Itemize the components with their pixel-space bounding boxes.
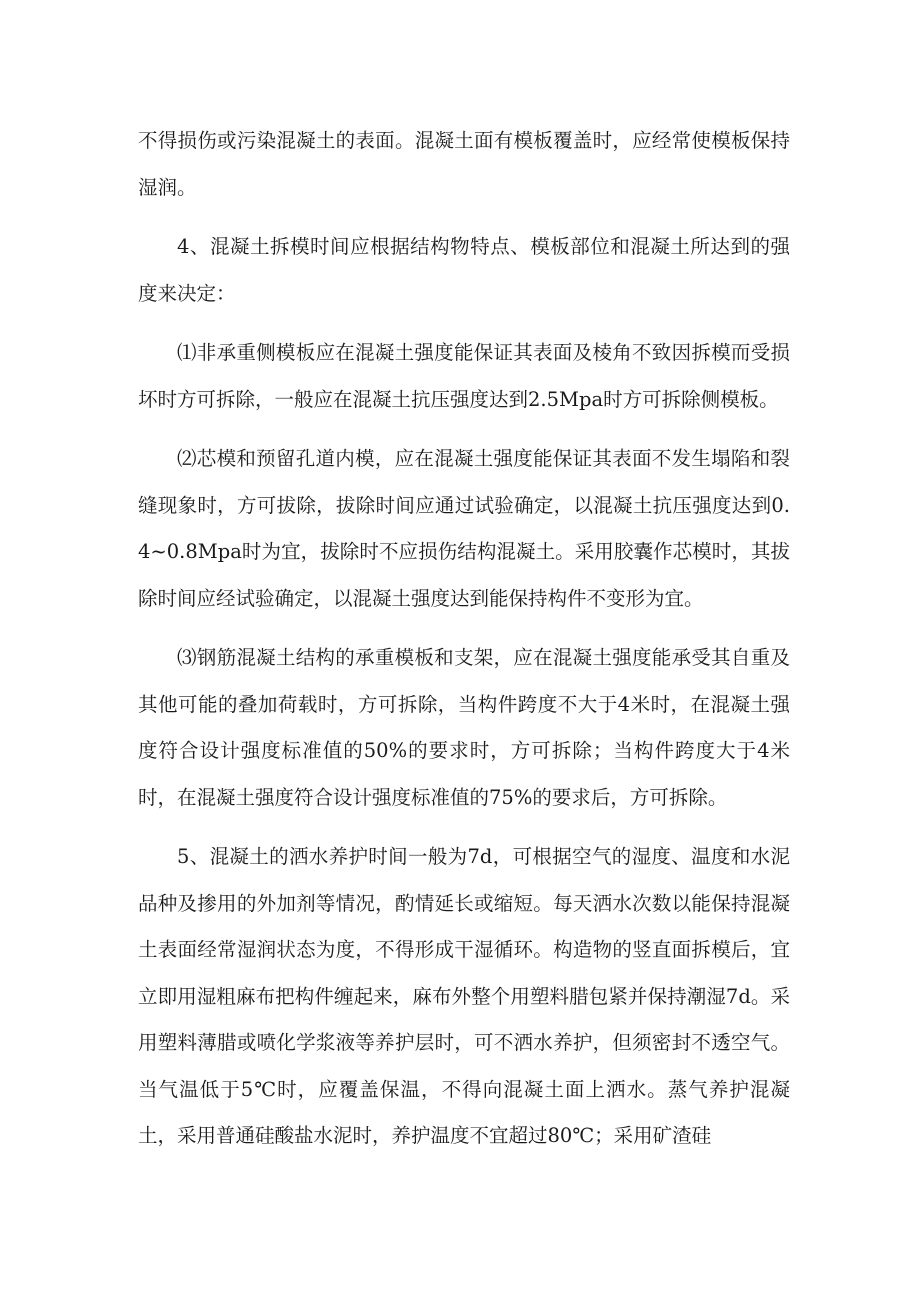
paragraph-4: ⑵芯模和预留孔道内模，应在混凝土强度能保证其表面不发生塌陷和裂缝现象时，方可拔除，拔除时间应通过试验确定，以混凝土抗压强度达到0.4~0.8Mpa时为宜，拔除时不应损伤结构混凝土。采用胶囊作芯模时，其拔除时间应经试验确定，以混凝土强度达到能保持构件不变形为宜。 — [138, 447, 790, 610]
paragraph-1: 不得损伤或污染混凝土的表面。混凝土面有模板覆盖时，应经常使模板保持湿润。 — [138, 129, 790, 199]
paragraph-2: 4、混凝土拆模时间应根据结构物特点、模板部位和混凝土所达到的强度来决定： — [138, 235, 790, 305]
paragraph-5: ⑶钢筋混凝土结构的承重模板和支架，应在混凝土强度能承受其自重及其他可能的叠加荷载时，方可拆除，当构件跨度不大于4米时，在混凝土强度符合设计强度标准值的50%的要求时，方可拆除；当构件跨度大于4米时，在混凝土强度符合设计强度标准值的75%的要求后，方可拆除。 — [138, 646, 790, 809]
paragraph-6: 5、混凝土的洒水养护时间一般为7d，可根据空气的湿度、温度和水泥品种及掺用的外加剂等情况，酌情延长或缩短。每天洒水次数以能保持混凝土表面经常湿润状态为度，不得形成干湿循环。构造物的竖直面拆模后，宜立即用湿粗麻布把构件缠起来，麻布外整个用塑料腊包紧并保持潮湿7d。采用塑料薄腊或喷化学浆液等养护层时，可不洒水养护，但须密封不透空气。当气温低于5℃时，应覆盖保温，不得向混凝土面上洒水。蒸气养护混凝土，采用普通硅酸盐水泥时，养护温度不宜超过80℃；采用矿渣硅 — [138, 845, 790, 1147]
paragraph-3: ⑴非承重侧模板应在混凝土强度能保证其表面及棱角不致因拆模而受损坏时方可拆除，一般应在混凝土抗压强度达到2.5Mpa时方可拆除侧模板。 — [138, 341, 790, 411]
